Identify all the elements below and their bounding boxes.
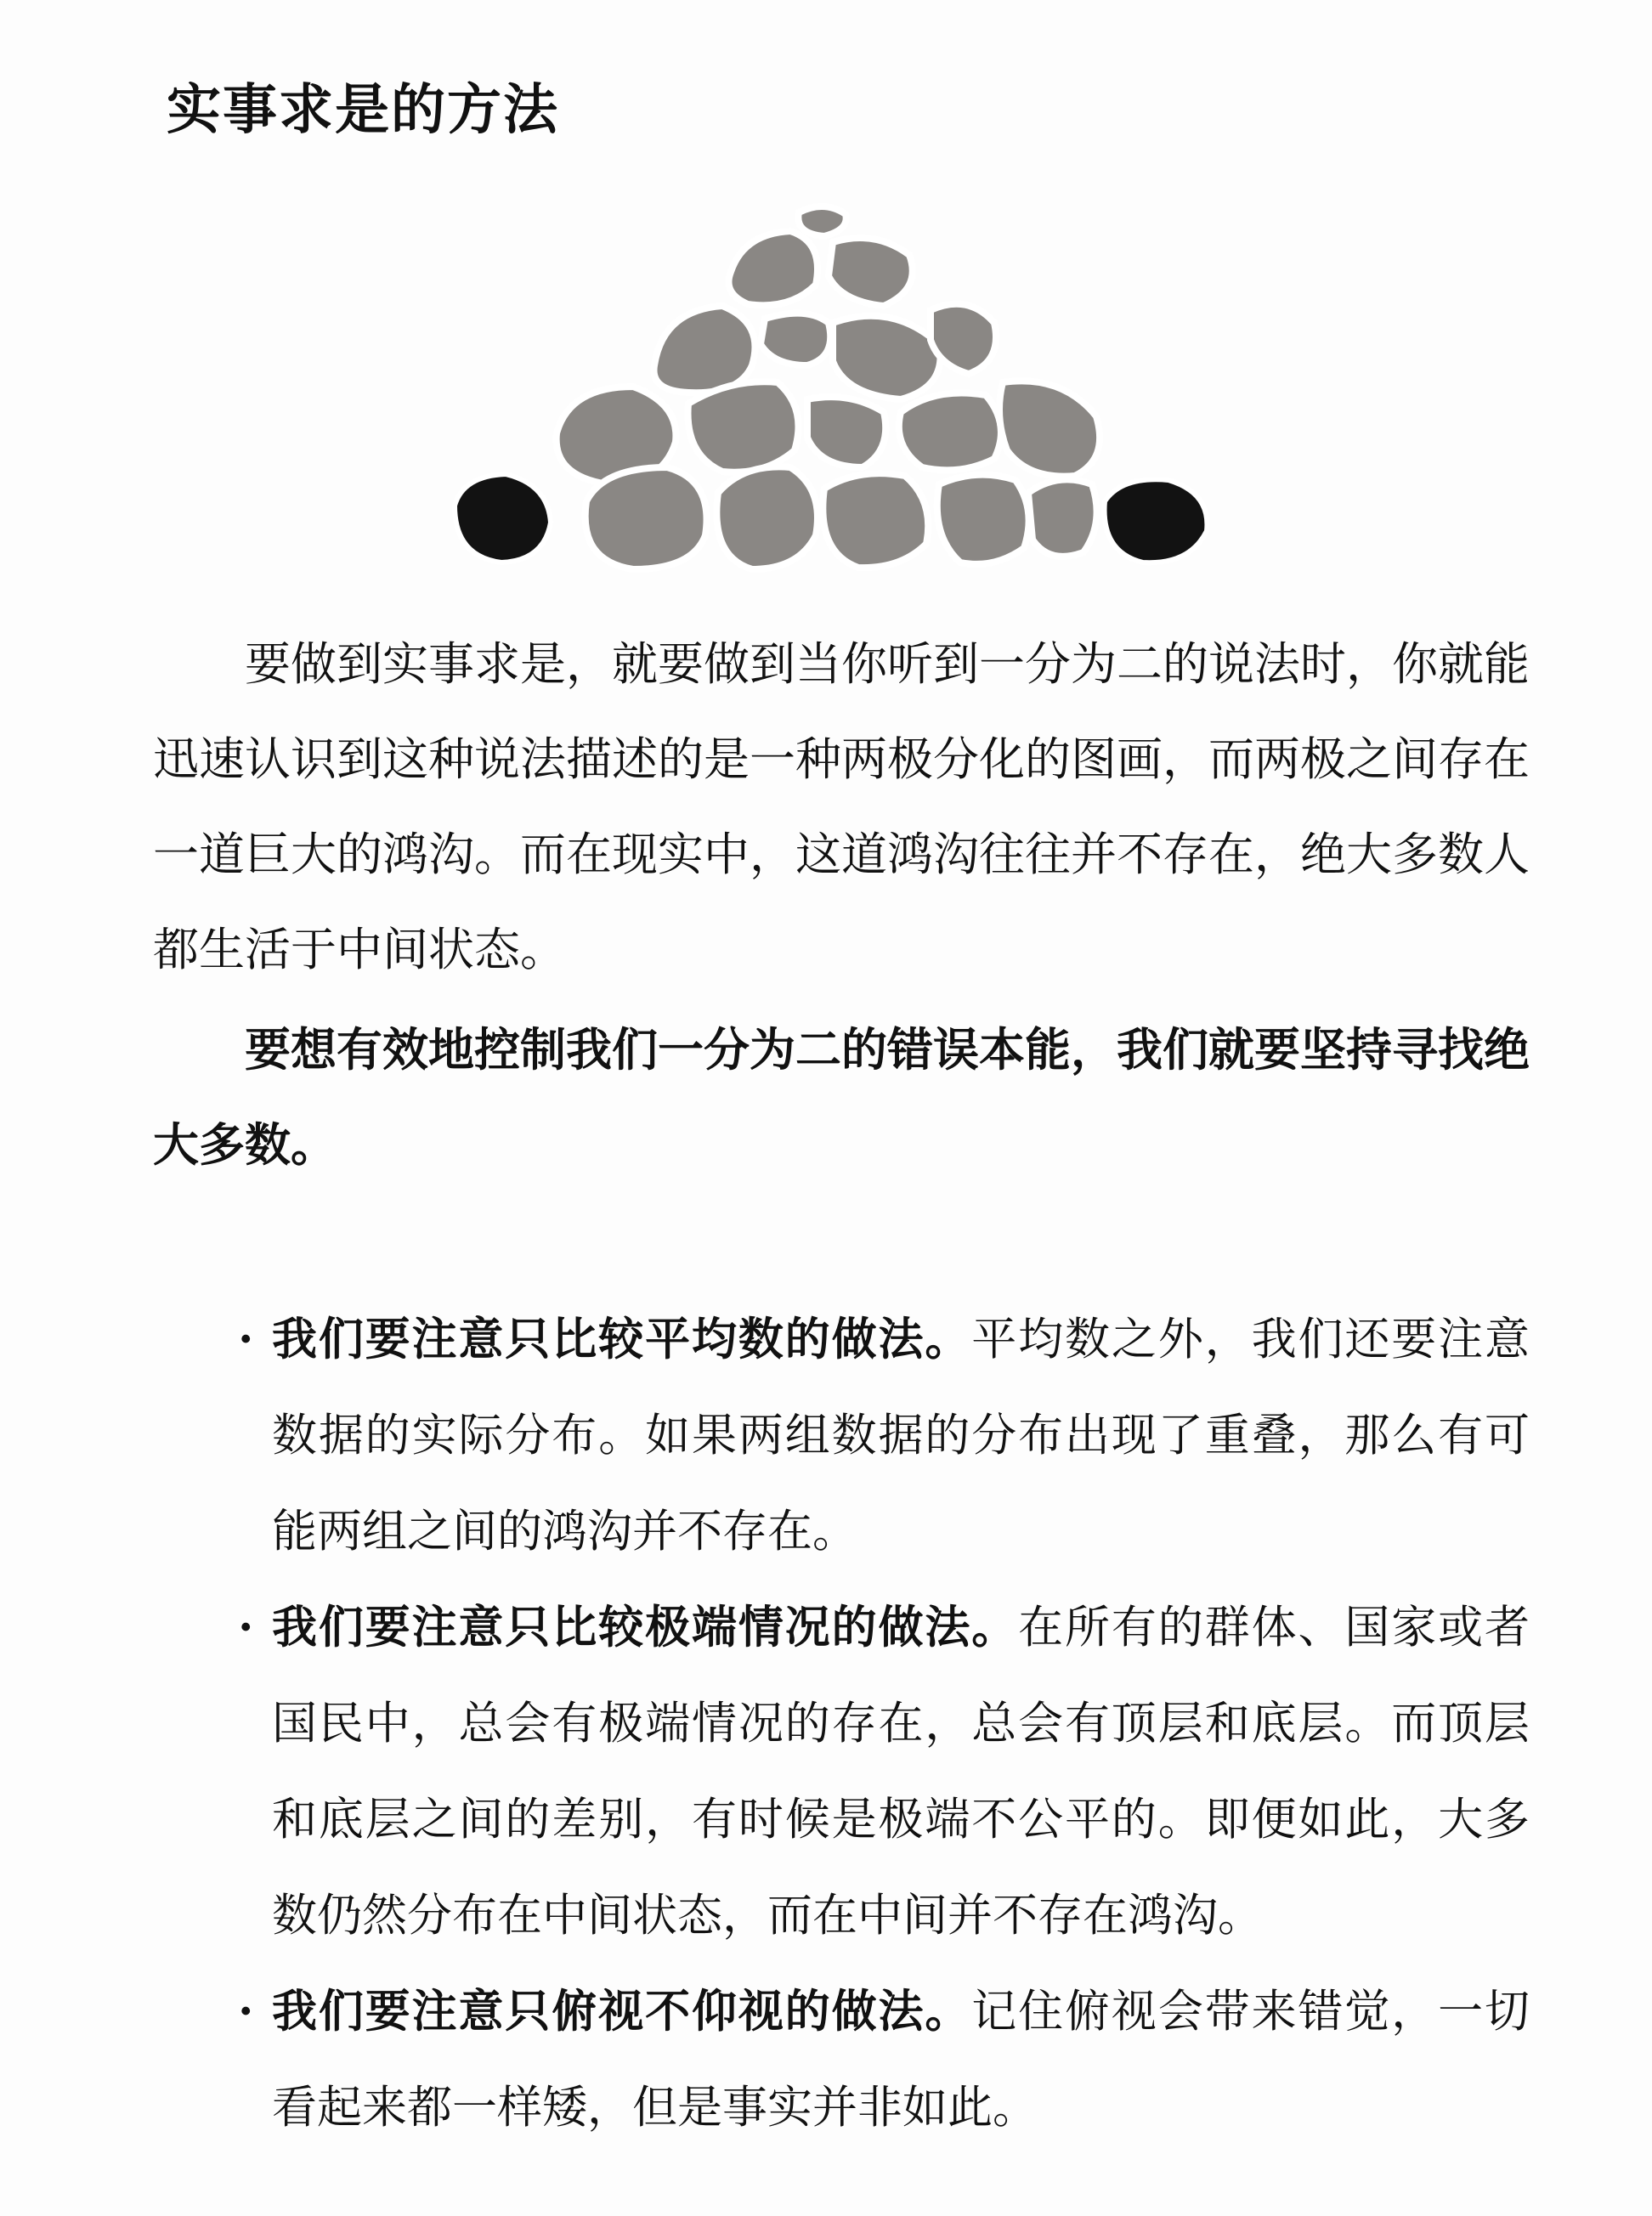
bullet-text: 在所有的群体、国家或者国民中，总会有极端情况的存在，总会有顶层和底层。而顶层和底层之间的差别，有时候是极端不公平的。即便如此，大多数仍然分布在中间状态，而在中间并不存在鸿沟。 xyxy=(272,1602,1530,1942)
bullet-marker: · xyxy=(238,1601,254,1654)
list-item xyxy=(238,1580,1530,1964)
bullet-lead: 我们要注意只比较平均数的做法。 xyxy=(272,1314,972,1365)
page-title: 实事求是的方法 xyxy=(167,78,559,142)
body-paragraph-2: 要想有效地控制我们一分为二的错误本能，我们就要坚持寻找绝大多数。 xyxy=(153,1023,1530,1172)
bullet-text: 记住俯视会带来错觉，一切看起来都一样矮，但是事实并非如此。 xyxy=(272,1986,1530,2134)
bullet-lead: 我们要注意只比较极端情况的做法。 xyxy=(272,1602,1019,1654)
bullet-list xyxy=(238,1292,1530,2156)
list-item xyxy=(238,1292,1530,1580)
bullet-marker: · xyxy=(238,1985,254,2038)
list-item xyxy=(238,1964,1530,2156)
bullet-lead: 我们要注意只俯视不仰视的做法。 xyxy=(272,1986,972,2038)
stone-pile-icon xyxy=(450,195,1232,578)
body-paragraph-1: 要做到实事求是，就要做到当你听到一分为二的说法时，你就能迅速认识到这种说法描述的是一种两极分化的图画，而两极之间存在一道巨大的鸿沟。而在现实中，这道鸿沟往往并不存在，绝大多数人都生活于中间状态。 xyxy=(153,637,1530,976)
bullet-text: 平均数之外，我们还要注意数据的实际分布。如果两组数据的分布出现了重叠，那么有可能两组之间的鸿沟并不存在。 xyxy=(272,1314,1530,1557)
bullet-marker: · xyxy=(238,1313,254,1365)
